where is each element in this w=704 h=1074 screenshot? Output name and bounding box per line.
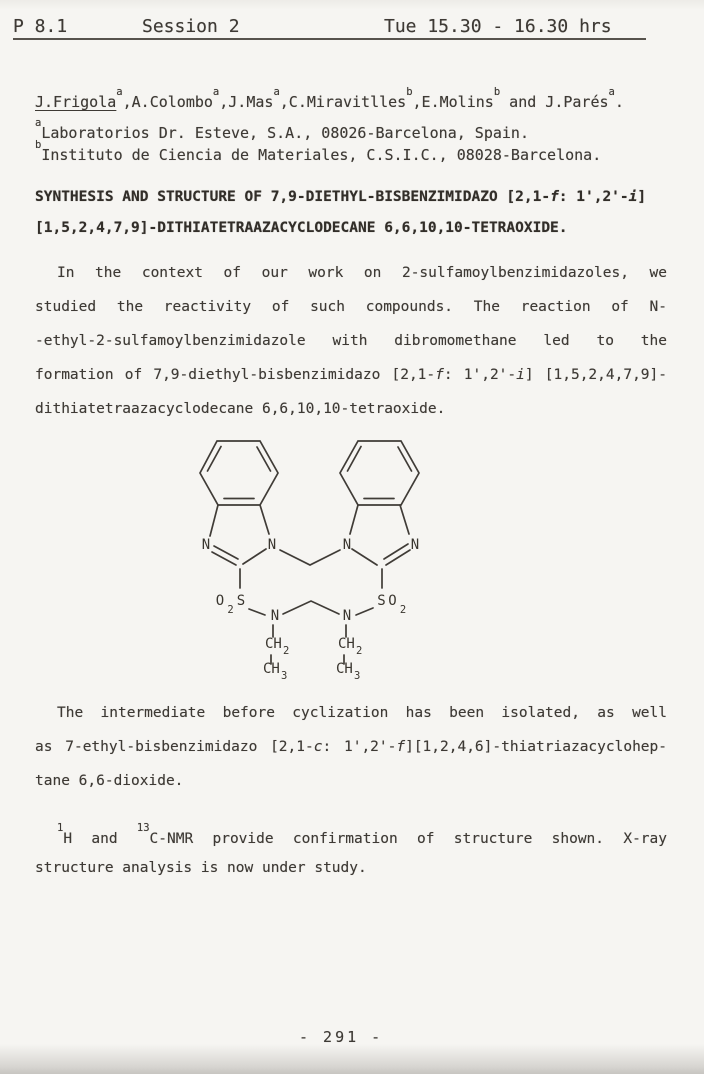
affil-sup: a [116, 86, 123, 98]
nitrogen-label: N [201, 537, 211, 553]
author-frigola: J.Frigola [35, 93, 117, 111]
para3-seg: H and [63, 830, 137, 847]
para2-italic-c: c [313, 739, 323, 755]
para1-line2: studied the reactivity of such compounds. The reaction of N- [35, 299, 667, 315]
oxygen-label: O [215, 593, 225, 609]
para1-line3: -ethyl-2-sulfamoylbenzimidazole with dibromomethane led to the [35, 333, 667, 349]
structure-drawing [180, 437, 430, 692]
sulfur-label: S [377, 593, 386, 609]
para1-seg: ] [1,5,2,4,7,9]- [524, 367, 667, 383]
title-seg: ] [637, 189, 647, 205]
oxygen-label: O [388, 593, 397, 609]
paper-title-line2 [35, 213, 568, 244]
para2-italic-f: f [396, 739, 406, 755]
para1-line5: dithiatetraazacyclodecane 6,6,10,10-tetraoxide. [35, 401, 446, 417]
page-header [13, 14, 646, 40]
subscript-2: 2 [283, 645, 290, 657]
nitrogen-label: N [342, 608, 352, 624]
subscript-2: 2 [227, 604, 234, 616]
title-italic-f: f [550, 189, 559, 205]
para1-seg: : 1',2'- [443, 367, 517, 383]
affil-a-text: Laboratorios Dr. Esteve, S.A., 08026-Barcelona, Spain. [41, 124, 529, 142]
right-imidazole-double-bond [384, 544, 410, 565]
left-benzene-ring [200, 441, 278, 505]
subscript-2: 2 [399, 604, 407, 616]
authors-line [35, 86, 624, 114]
para2-line1: The intermediate before cyclization has been isolated, as well [57, 705, 667, 721]
author-molins: ,E.Molins [412, 93, 494, 111]
affil-sup: b [406, 86, 413, 98]
para1-line4 [35, 358, 667, 392]
author-mas: ,J.Mas [219, 93, 274, 111]
right-benzene-ring [340, 441, 419, 505]
superscript-1h: 1 [57, 822, 64, 834]
para3-line1 [35, 817, 667, 851]
paragraph-3 [35, 817, 667, 885]
title-italic-i: i [628, 189, 638, 205]
para2-seg: ][1,2,4,6]-thiatriazacyclohep- [405, 739, 667, 755]
affil-b-text: Instituto de Ciencia de Materiales, C.S.I.C., 08028-Barcelona. [41, 146, 602, 164]
paper-title-line1 [35, 182, 646, 213]
page-number: - 291 - [299, 1028, 384, 1046]
superscript-13c: 13 [136, 822, 150, 834]
chemical-structure-figure [180, 437, 430, 692]
left-s-n-bond [249, 609, 265, 615]
author-pares: and J.Parés [500, 93, 609, 111]
authors-period: . [614, 93, 624, 111]
left-imidazole-double-bond [212, 546, 238, 565]
para1-italic-f: f [435, 367, 444, 383]
top-methylene-bridge [280, 550, 340, 565]
paragraph-1 [35, 256, 667, 426]
para3-line2: structure analysis is now under study. [35, 860, 367, 876]
para1-line1: In the context of our work on 2-sulfamoylbenzimidazoles, we [57, 265, 667, 281]
affiliation-b [35, 141, 601, 167]
ch2-label: CH [338, 636, 355, 652]
affil-a-sup: a [35, 117, 42, 129]
paragraph-2 [35, 696, 667, 798]
subscript-3: 3 [281, 670, 288, 682]
para1-italic-i: i [516, 367, 525, 383]
title-seg: [1,5,2,4,7,9]-DITHIATETRAAZACYCLODECANE 6,6,10,10-TETRAOXIDE. [35, 220, 568, 236]
affil-sup: a [273, 86, 280, 98]
para2-seg: : 1',2'- [322, 739, 397, 755]
session-time: Tue 15.30 - 16.30 hrs [384, 16, 612, 37]
para2-line2 [35, 730, 667, 764]
title-seg: : 1',2'- [558, 189, 629, 205]
para2-seg: as 7-ethyl-bisbenzimidazo [2,1- [35, 739, 314, 755]
left-benzene-double-bonds [208, 447, 271, 499]
ch3-label: CH [263, 661, 280, 677]
nitrogen-label: N [342, 537, 352, 553]
session-label: Session 2 [142, 16, 240, 37]
subscript-2: 2 [356, 645, 363, 657]
affil-sup: b [493, 86, 501, 98]
affil-b-sup: b [35, 139, 42, 151]
abstract-code: P 8.1 [13, 16, 68, 37]
nitrogen-label: N [410, 537, 420, 553]
author-miravitlles: ,C.Miravitlles [279, 93, 407, 111]
affil-sup: a [608, 86, 615, 98]
right-s-n-bond [356, 608, 373, 615]
title-seg: SYNTHESIS AND STRUCTURE OF 7,9-DIETHYL-BISBENZIMIDAZO [2,1- [35, 189, 551, 205]
lower-methylene-bridge [283, 601, 339, 614]
right-benzene-double-bonds [348, 447, 412, 499]
affil-sup: a [212, 86, 220, 98]
ch3-label: CH [336, 661, 353, 677]
nitrogen-label: N [267, 537, 277, 553]
para1-seg: formation of 7,9-diethyl-bisbenzimidazo [2,1- [35, 367, 436, 383]
author-colombo: ,A.Colombo [122, 93, 213, 111]
sulfur-label: S [236, 593, 246, 609]
para2-line3: tane 6,6-dioxide. [35, 773, 184, 789]
nitrogen-label: N [270, 608, 280, 624]
ch2-label: CH [265, 636, 282, 652]
para3-seg: C-NMR provide confirmation of structure shown. X-ray [149, 830, 667, 847]
subscript-3: 3 [354, 670, 361, 682]
